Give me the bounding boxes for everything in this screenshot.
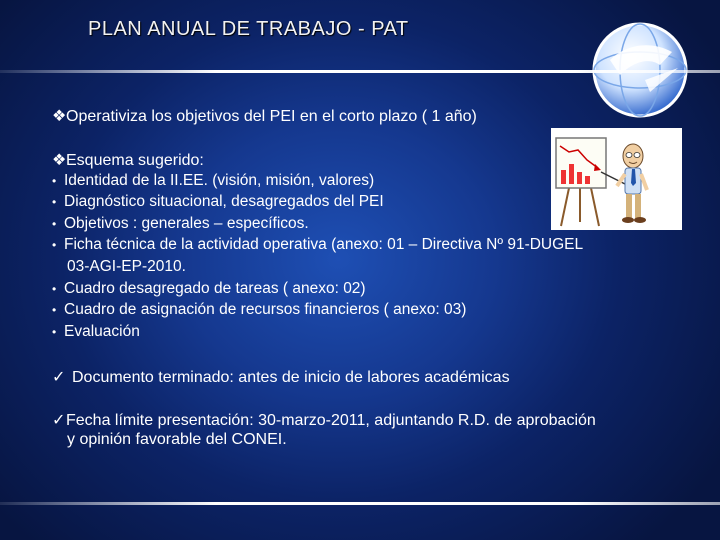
list-item: • Ficha técnica de la actividad operativa (anexo: 01 – Directiva Nº 91-DUGEL bbox=[52, 236, 584, 253]
list-item-continuation: 03-AGI-EP-2010. bbox=[67, 258, 186, 275]
bottom-divider bbox=[0, 502, 720, 505]
intro-text: Operativiza los objetivos del PEI en el corto plazo ( 1 año) bbox=[66, 108, 477, 125]
bullet-icon: • bbox=[52, 282, 57, 296]
presenter-chart-clipart bbox=[551, 128, 682, 230]
list-item: • Objetivos : generales – específicos. bbox=[52, 215, 309, 232]
scheme-heading-text: Esquema sugerido: bbox=[66, 152, 204, 169]
list-item: • Identidad de la II.EE. (visión, misión, valores) bbox=[52, 172, 375, 189]
slide-title: PLAN ANUAL DE TRABAJO - PAT bbox=[88, 18, 409, 40]
check-icon: ✓ bbox=[52, 412, 66, 429]
bullet-icon: • bbox=[52, 303, 57, 317]
bullet-icon: • bbox=[52, 325, 57, 339]
diamond-bullet-icon: ❖ bbox=[52, 152, 67, 169]
check-line: ✓Fecha límite presentación: 30-marzo-2011, adjuntando R.D. de aprobación bbox=[52, 412, 596, 429]
list-item: • Diagnóstico situacional, desagregados del PEI bbox=[52, 193, 384, 210]
top-divider bbox=[0, 70, 720, 73]
check-line-continuation: y opinión favorable del CONEI. bbox=[67, 431, 287, 448]
intro-line bbox=[52, 106, 477, 126]
list-item: • Evaluación bbox=[52, 323, 140, 340]
bullet-icon: • bbox=[52, 195, 57, 209]
scheme-heading bbox=[52, 150, 204, 170]
list-item: • Cuadro desagregado de tareas ( anexo: 02) bbox=[52, 280, 366, 297]
bullet-icon: • bbox=[52, 217, 57, 231]
bullet-icon: • bbox=[52, 174, 57, 188]
check-icon: ✓ bbox=[52, 369, 66, 386]
list-item: • Cuadro de asignación de recursos financieros ( anexo: 03) bbox=[52, 301, 467, 318]
diamond-bullet-icon: ❖ bbox=[52, 108, 67, 125]
presenter-chart-icon bbox=[551, 128, 682, 230]
bullet-icon: • bbox=[52, 238, 57, 252]
check-line: ✓ Documento terminado: antes de inicio de labores académicas bbox=[52, 369, 510, 386]
